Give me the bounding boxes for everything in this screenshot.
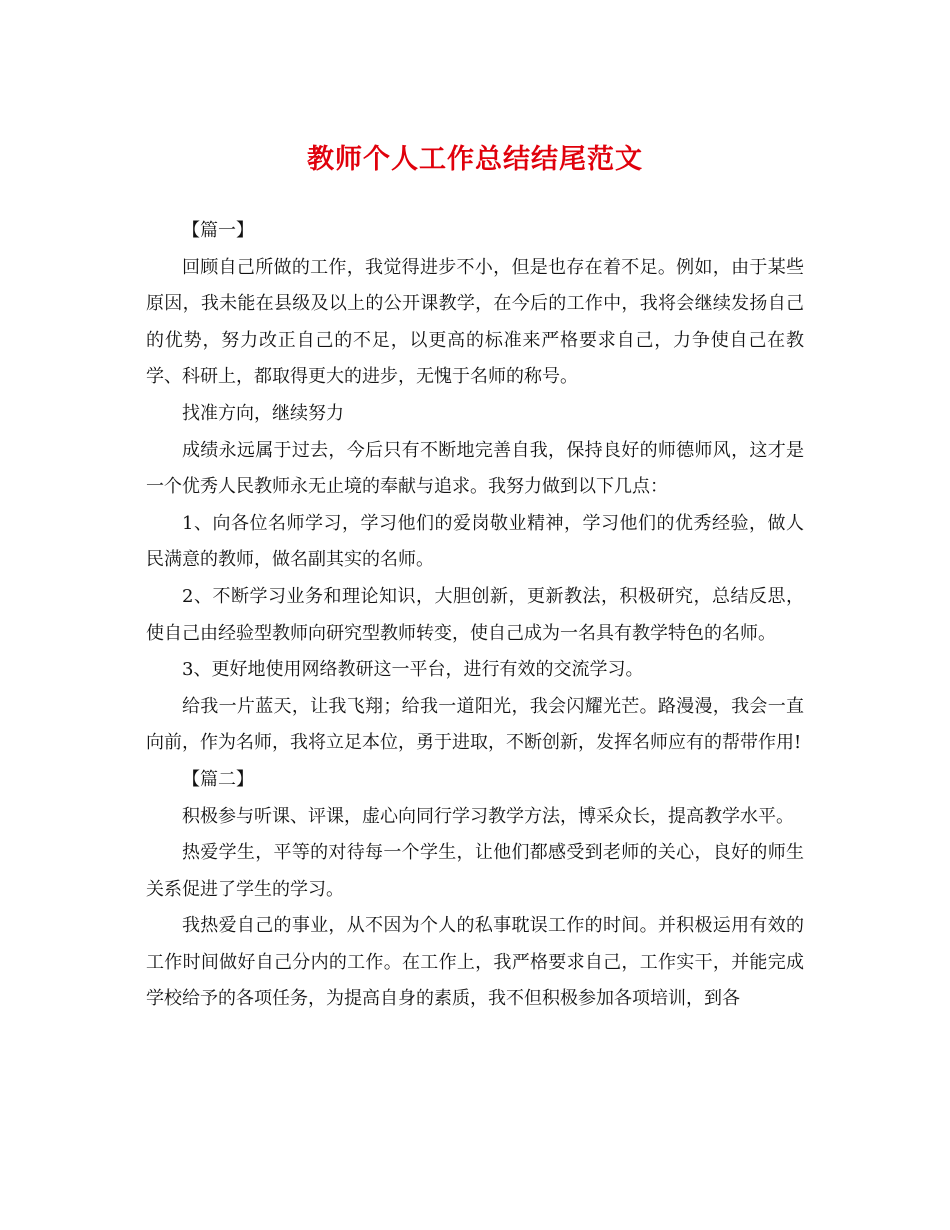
paragraph: 成绩永远属于过去，今后只有不断地完善自我，保持良好的师德师风，这才是一个优秀人民教师永无止境的奉献与追求。我努力做到以下几点： xyxy=(146,439,804,498)
paragraph: 给我一片蓝天，让我飞翔；给我一道阳光，我会闪耀光芒。路漫漫，我会一直向前，作为名师，我将立足本位，勇于进取，不断创新，发挥名师应有的帮带作用! xyxy=(146,695,804,754)
paragraph: 2、不断学习业务和理论知识，大胆创新，更新教法，积极研究，总结反思，使自己由经验型教师向研究型教师转变，使自己成为一名具有教学特色的名师。 xyxy=(146,585,804,644)
paragraph: 积极参与听课、评课，虚心向同行学习教学方法，博采众长，提高教学水平。 xyxy=(182,805,794,827)
paragraph: 3、更好地使用网络教研这一平台，进行有效的交流学习。 xyxy=(182,659,644,681)
section-heading-2: 【篇二】 xyxy=(182,768,254,790)
paragraph: 回顾自己所做的工作，我觉得进步不小，但是也存在着不足。例如，由于某些原因，我未能在县级及以上的公开课教学，在今后的工作中，我将会继续发扬自己的优势，努力改正自己的不足，以更高的标准来严格要求自己，力争使自己在教学、科研上，都取得更大的进步，无愧于名师的称号。 xyxy=(146,256,804,388)
paragraph: 热爱学生，平等的对待每一个学生，让他们都感受到老师的关心，良好的师生关系促进了学生的学习。 xyxy=(146,842,804,900)
paragraph: 找准方向，继续努力 xyxy=(182,402,344,424)
paragraph: 我热爱自己的事业，从不因为个人的私事耽误工作的时间。并积极运用有效的工作时间做好自己分内的工作。在工作上，我严格要求自己，工作实干，并能完成学校给予的各项任务，为提高自身的素质，我不但积极参加各项培训，到各 xyxy=(146,915,804,1010)
paragraph: 1、向各位名师学习，学习他们的爱岗敬业精神，学习他们的优秀经验，做人民满意的教师，做名副其实的名师。 xyxy=(146,512,804,571)
section-heading-1: 【篇一】 xyxy=(182,220,254,241)
document-body xyxy=(146,213,804,1018)
document-title: 教师个人工作总结结尾范文 xyxy=(307,144,643,175)
